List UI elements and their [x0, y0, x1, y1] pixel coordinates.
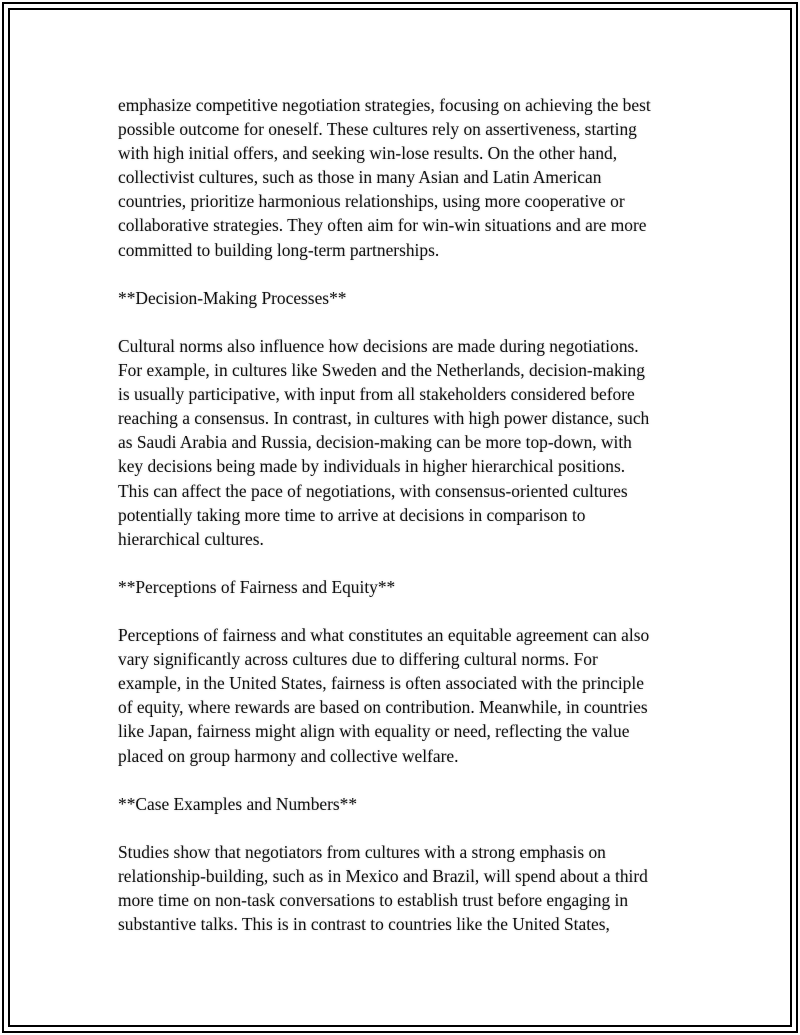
heading-decision-making: **Decision-Making Processes** [118, 287, 347, 308]
heading-fairness-equity: **Perceptions of Fairness and Equity** [118, 576, 396, 597]
paragraph-individualist-strategies: emphasize competitive negotiation strategies, focusing on achieving the best possible outcome for oneself. These cultures rely on assertiveness, starting with high initial offers, and seeking win-lose results. On the other hand, collectivist cultures, such as those in many Asian and Latin American countries, prioritize harmonious relationships, using more cooperative or collaborative strategies. They often aim for win-win situations and are more committed to building long-term partnerships. [118, 95, 651, 260]
paragraph-fairness-equity: Perceptions of fairness and what constitutes an equitable agreement can also vary significantly across cultures due to differing cultural norms. For example, in the United States, fairness is often associated with the principle of equity, where rewards are based on contribution. Meanwhile, in countries like Japan, fairness might align with equality or need, reflecting the value placed on group harmony and collective welfare. [118, 625, 650, 766]
paragraph-decision-making: Cultural norms also influence how decisions are made during negotiations. For example, in cultures like Sweden and the Netherlands, decision-making is usually participative, with input from all stakeholders considered before reaching a consensus. In contrast, in cultures with high power distance, such as Saudi Arabia and Russia, decision-making can be more top-down, with key decisions being made by individuals in higher hierarchical positions. This can affect the pace of negotiations, with consensus-oriented cultures potentially taking more time to arrive at decisions in comparison to hierarchical cultures. [118, 335, 650, 549]
document-body [118, 93, 693, 960]
paragraph-case-examples: Studies show that negotiators from cultures with a strong emphasis on relationship-building, such as in Mexico and Brazil, will spend about a third more time on non-task conversations to establish trust before engaging in substantive talks. This is in contrast to countries like the United States, [118, 841, 648, 935]
heading-case-examples: **Case Examples and Numbers** [118, 793, 358, 814]
